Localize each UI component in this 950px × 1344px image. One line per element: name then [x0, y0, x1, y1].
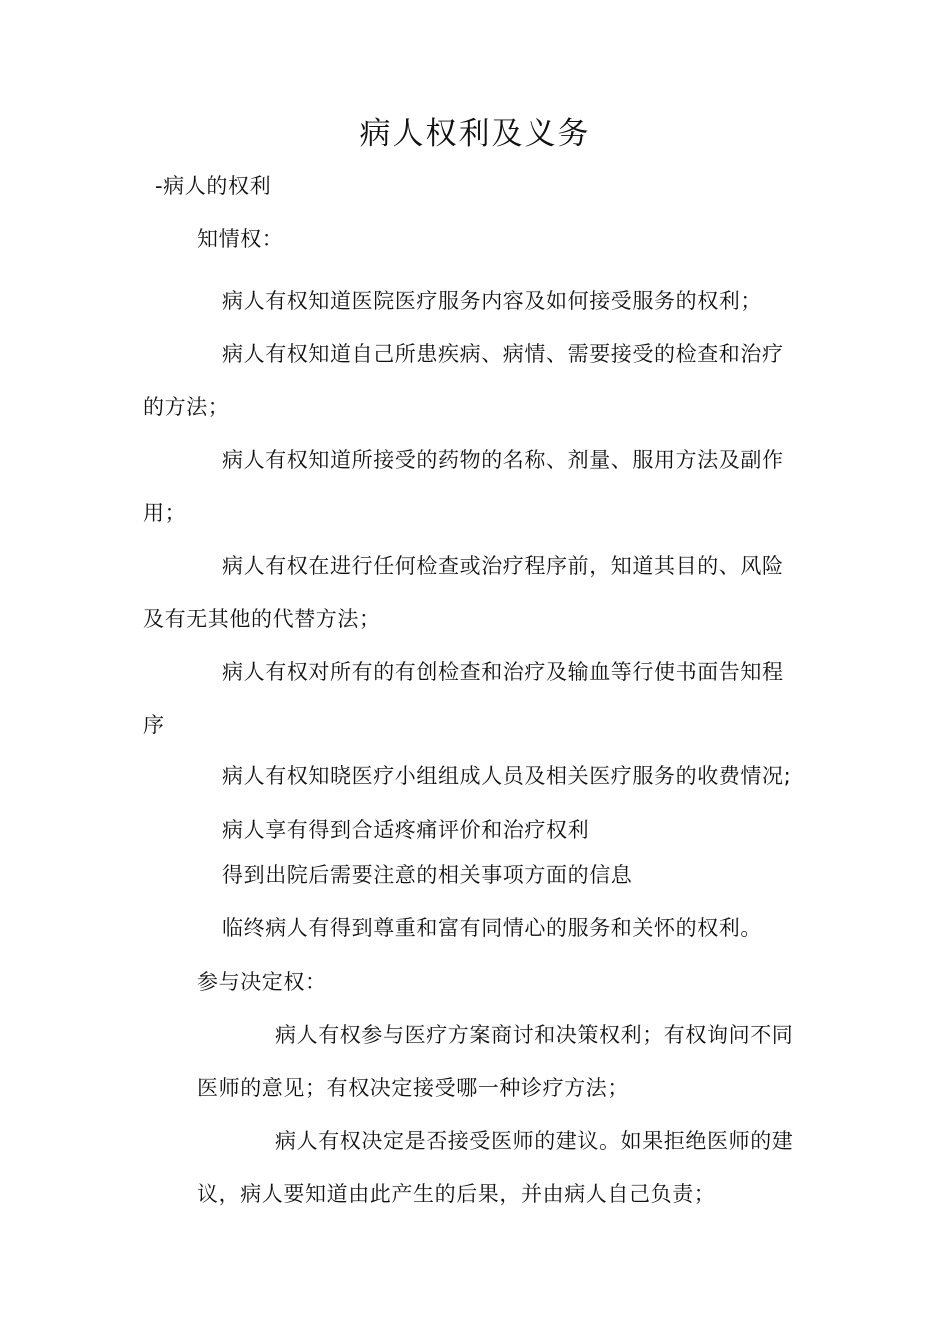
participation-line-1: 病人有权参与医疗方案商讨和决策权利；有权询问不同	[275, 1023, 794, 1047]
informed-consent-line-8: 病人有权对所有的有创检查和治疗及输血等行使书面告知程	[222, 660, 784, 684]
informed-consent-line-5: 用；	[143, 501, 187, 525]
document-title: 病人权利及义务	[359, 116, 591, 152]
informed-consent-line-4: 病人有权知道所接受的药物的名称、剂量、服用方法及副作	[222, 448, 784, 472]
participation-line-2: 医师的意见；有权决定接受哪一种诊疗方法；	[197, 1076, 629, 1100]
informed-consent-heading: 知情权：	[197, 227, 284, 251]
informed-consent-line-2: 病人有权知道自己所患疾病、病情、需要接受的检查和治疗	[222, 342, 784, 366]
section-heading: -病人的权利	[155, 174, 272, 198]
informed-consent-line-6: 病人有权在进行任何检查或治疗程序前，知道其目的、风险	[222, 554, 784, 578]
informed-consent-line-1: 病人有权知道医院医疗服务内容及如何接受服务的权利；	[222, 289, 762, 313]
informed-consent-line-11: 病人享有得到合适疼痛评价和治疗权利	[222, 818, 590, 842]
informed-consent-line-7: 及有无其他的代替方法；	[143, 607, 381, 631]
informed-consent-line-12: 得到出院后需要注意的相关事项方面的信息	[222, 863, 633, 887]
informed-consent-line-9: 序	[143, 713, 165, 737]
informed-consent-line-10: 病人有权知晓医疗小组组成人员及相关医疗服务的收费情况;	[222, 764, 792, 788]
informed-consent-line-13: 临终病人有得到尊重和富有同情心的服务和关怀的权利。	[222, 916, 762, 940]
participation-heading: 参与决定权：	[197, 970, 327, 994]
participation-line-4: 议，病人要知道由此产生的后果，并由病人自己负责；	[197, 1182, 716, 1206]
participation-line-3: 病人有权决定是否接受医师的建议。如果拒绝医师的建	[275, 1129, 794, 1153]
informed-consent-line-3: 的方法；	[143, 395, 230, 419]
